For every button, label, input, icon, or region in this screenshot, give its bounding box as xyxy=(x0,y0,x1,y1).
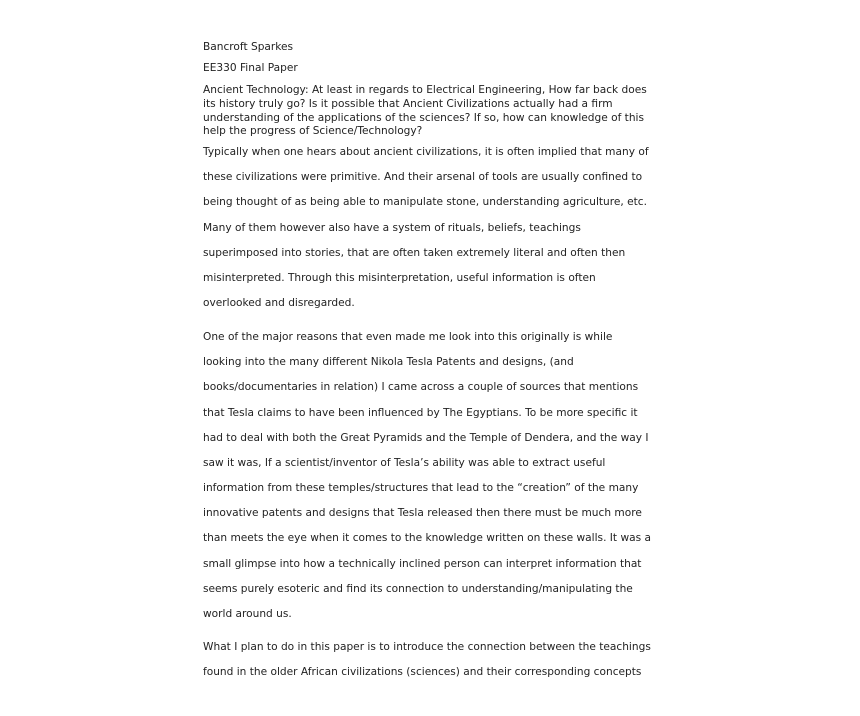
paragraph-line: looking into the many different Nikola Tesla Patents and designs, (and xyxy=(203,356,574,368)
paragraph-line: saw it was, If a scientist/inventor of Tesla’s ability was able to extract useful xyxy=(203,457,606,469)
question-line: Ancient Technology: At least in regards to Electrical Engineering, How far back does xyxy=(203,84,647,96)
paragraph-line: overlooked and disregarded. xyxy=(203,297,355,309)
paragraph-line: than meets the eye when it comes to the knowledge written on these walls. It was a xyxy=(203,532,651,544)
paragraph-line: information from these temples/structures that lead to the “creation” of the many xyxy=(203,482,639,494)
paragraph-line: seems purely esoteric and find its connection to understanding/manipulating the xyxy=(203,583,633,595)
paragraph-line: found in the older African civilizations (sciences) and their corresponding concepts xyxy=(203,666,642,678)
paragraph-line: One of the major reasons that even made me look into this originally is while xyxy=(203,331,613,343)
question-line: its history truly go? Is it possible that Ancient Civilizations actually had a firm xyxy=(203,98,613,110)
paragraph-line: being thought of as being able to manipulate stone, understanding agriculture, etc. xyxy=(203,196,647,208)
paragraph-line: these civilizations were primitive. And their arsenal of tools are usually confined to xyxy=(203,171,643,183)
paragraph-line: books/documentaries in relation) I came across a couple of sources that mentions xyxy=(203,381,639,393)
paragraph-line: Many of them however also have a system of rituals, beliefs, teachings xyxy=(203,222,581,234)
paragraph-line: innovative patents and designs that Tesla released then there must be much more xyxy=(203,507,642,519)
paragraph-line: superimposed into stories, that are often taken extremely literal and often then xyxy=(203,247,626,259)
paragraph-line: small glimpse into how a technically inclined person can interpret information that xyxy=(203,558,642,570)
paragraph-line: had to deal with both the Great Pyramids and the Temple of Dendera, and the way I xyxy=(203,432,649,444)
author-name: Bancroft Sparkes xyxy=(203,41,294,53)
course-title: EE330 Final Paper xyxy=(203,62,298,74)
paragraph-line: that Tesla claims to have been influenced by The Egyptians. To be more specific it xyxy=(203,407,638,419)
paragraph-line: world around us. xyxy=(203,608,292,620)
paragraph-line: Typically when one hears about ancient civilizations, it is often implied that many of xyxy=(203,146,649,158)
paragraph-line: What I plan to do in this paper is to introduce the connection between the teachings xyxy=(203,641,651,653)
question-line: understanding of the applications of the sciences? If so, how can knowledge of this xyxy=(203,112,645,124)
paragraph-line: misinterpreted. Through this misinterpretation, useful information is often xyxy=(203,272,596,284)
question-line: help the progress of Science/Technology? xyxy=(203,125,423,137)
